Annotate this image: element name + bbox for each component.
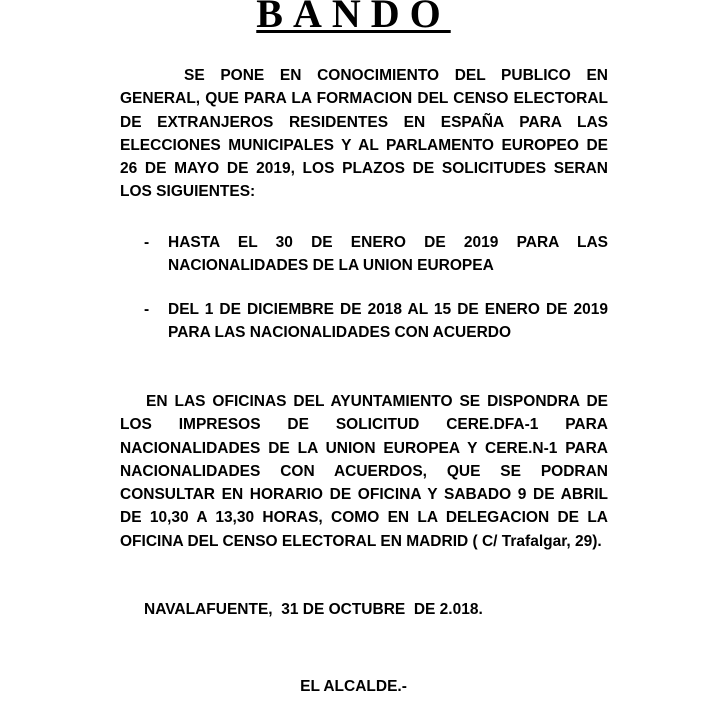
place-date: NAVALAFUENTE, 31 DE OCTUBRE DE 2.018. [144,601,483,618]
body-paragraph: EN LAS OFICINAS DEL AYUNTAMIENTO SE DISPONDRA DE LOS IMPRESOS DE SOLICITUD CERE.DFA-1 PARA NACIONALIDADES DE LA UNION EUROPEA Y CERE.N-1 PARA NACIONALIDADES CON ACUERDOS, QUE SE PODRAN CONSULTAR EN HORARIO DE OFICINA Y SABADO 9 DE ABRIL DE 10,30 A 13,30 HORAS, COMO EN LA DELEGACION DE LA OFICINA DEL CENSO ELECTORAL EN MADRID ( C/ Trafalgar, 29). [120,393,608,550]
list-bullet: - [144,234,150,251]
list-bullet: - [144,301,150,318]
intro-paragraph: SE PONE EN CONOCIMIENTO DEL PUBLICO EN GENERAL, QUE PARA LA FORMACION DEL CENSO ELECTORAL DE EXTRANJEROS RESIDENTES EN ESPAÑA PARA LAS ELECCIONES MUNICIPALES Y AL PARLAMENTO EUROPEO DE 26 DE MAYO DE 2019, LOS PLAZOS DE SOLICITUDES SERAN LOS SIGUIENTES: [120,67,608,201]
list-item [144,298,608,345]
list-item-text: HASTA EL 30 DE ENERO DE 2019 PARA LAS NACIONALIDADES DE LA UNION EUROPEA [168,234,608,275]
list-item-text: DEL 1 DE DICIEMBRE DE 2018 AL 15 DE ENERO DE 2019 PARA LAS NACIONALIDADES CON ACUERDO [168,301,608,342]
document-title: BANDO [256,0,451,36]
list-item [144,231,608,278]
signature: EL ALCALDE.- [300,678,407,695]
